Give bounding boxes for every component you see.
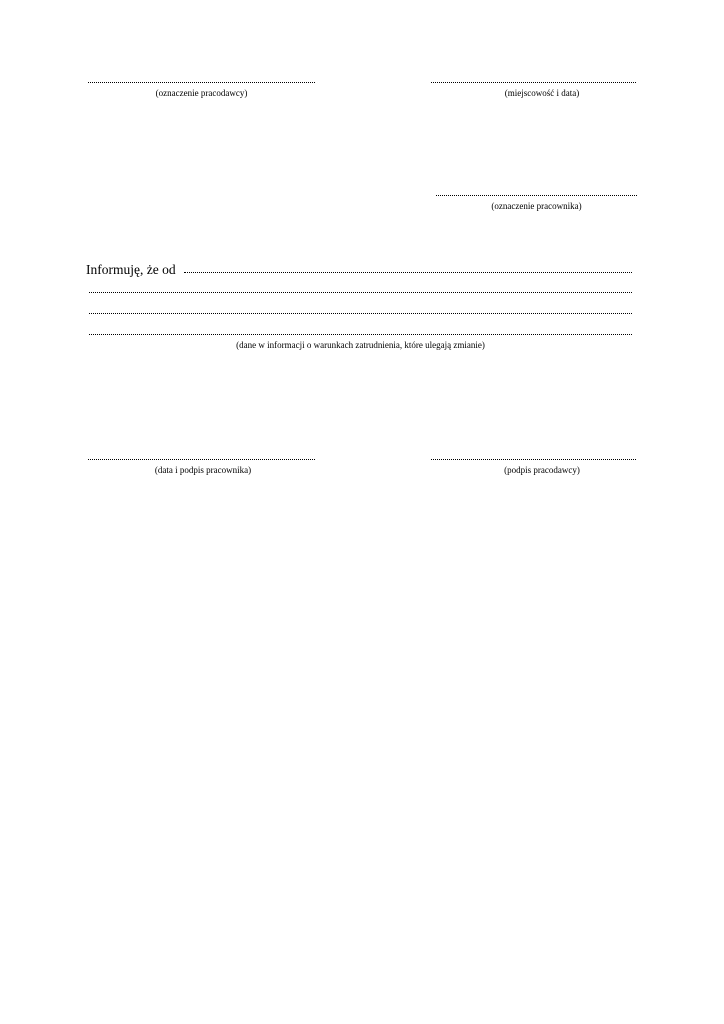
employer-signature-dotted-line [431,459,636,460]
employer-dotted-line [88,82,315,83]
employee-signature-caption: (data i podpis pracownika) [154,465,252,475]
intro-text: Informuję, że od [86,262,176,277]
info-dotted-line-3 [89,313,632,314]
info-dotted-line-1 [184,272,632,273]
place-date-caption: (miejscowość i data) [504,88,580,98]
changes-caption: (dane w informacji o warunkach zatrudnienia, które ulegają zmianie) [236,340,485,350]
info-dotted-line-4 [89,334,632,335]
place-date-dotted-line [431,82,636,83]
info-dotted-line-2 [89,292,632,293]
employee-caption: (oznaczenie pracownika) [491,201,582,211]
employer-signature-caption: (podpis pracodawcy) [504,465,580,475]
employee-dotted-line [436,195,637,196]
employer-caption: (oznaczenie pracodawcy) [155,88,248,98]
employee-signature-dotted-line [88,459,315,460]
